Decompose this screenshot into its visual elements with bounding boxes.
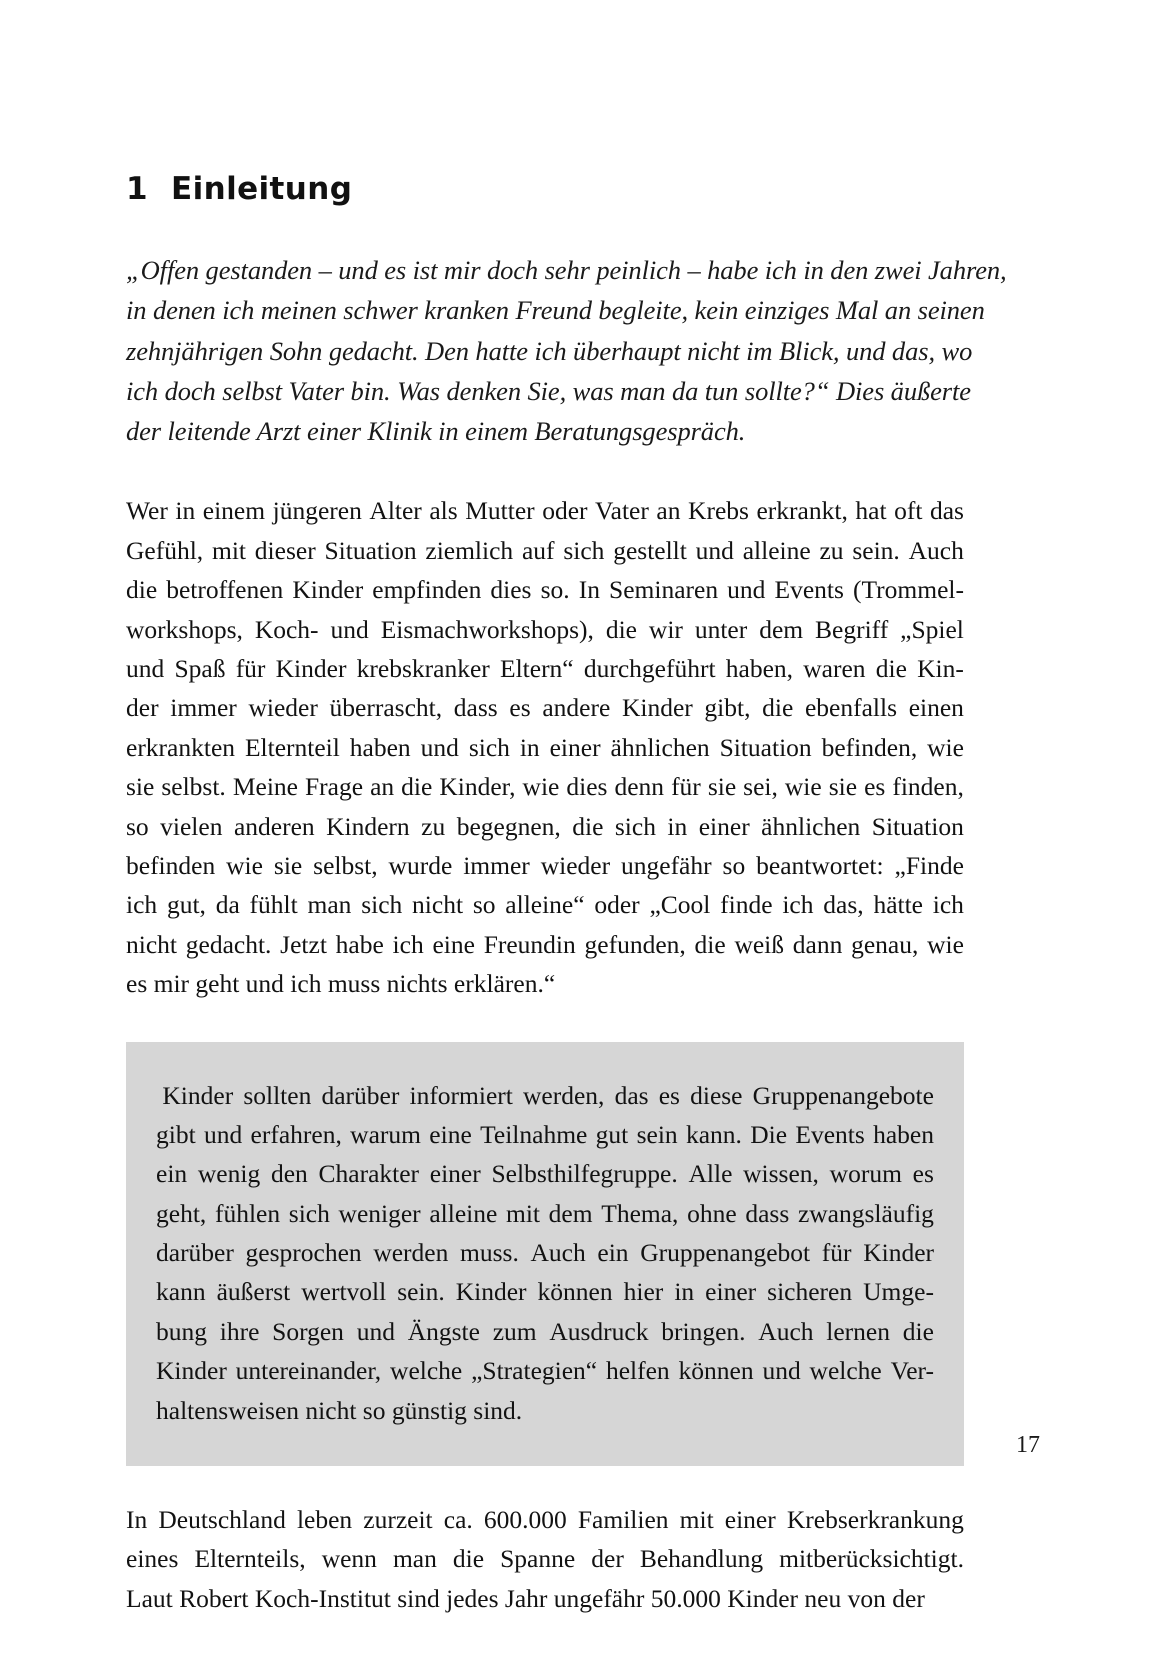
epigraph-line: in denen ich meinen schwer kranken Freund begleite, kein einziges Mal an seinen <box>126 295 985 326</box>
body-line: ich gut, da fühlt man sich nicht so alleine“ oder „Cool finde ich das, hätte ich <box>126 890 964 920</box>
callout-line: geht, fühlen sich weniger alleine mit dem Thema, ohne dass zwangsläufig <box>156 1198 934 1228</box>
body-line: Laut Robert Koch-Institut sind jedes Jahr ungefähr 50.000 Kinder neu von der <box>126 1583 925 1613</box>
body-line: eines Elternteils, wenn man die Spanne der Behandlung mitberücksichtigt. <box>126 1544 964 1574</box>
callout-line: Kinder sollten darüber informiert werden, das es diese Gruppenangebote <box>156 1080 934 1110</box>
chapter-title: Einleitung <box>171 171 353 207</box>
body-line: Wer in einem jüngeren Alter als Mutter oder Vater an Krebs erkrankt, hat oft das <box>126 496 964 526</box>
body-line: so vielen anderen Kindern zu begegnen, die sich in einer ähnlichen Situation <box>126 811 964 841</box>
epigraph-line: der leitende Arzt einer Klinik in einem Beratungsgespräch. <box>126 416 746 447</box>
chapter-number: 1 <box>126 171 148 207</box>
page-content <box>126 171 1007 1618</box>
body-line: die betroffenen Kinder empfinden dies so. In Seminaren und Events (Trommel- <box>126 575 964 605</box>
body-line: Gefühl, mit dieser Situation ziemlich auf sich gestellt und alleine zu sein. Auch <box>126 535 964 565</box>
body-paragraph-1 <box>126 491 964 1003</box>
body-line: es mir geht und ich muss nichts erklären.“ <box>126 969 556 999</box>
body-line: nicht gedacht. Jetzt habe ich eine Freundin gefunden, die weiß dann genau, wie <box>126 929 964 959</box>
epigraph-line: ich doch selbst Vater bin. Was denken Sie, was man da tun sollte?“ Dies äußerte <box>126 375 971 406</box>
callout-line: Kinder untereinander, welche „Strategien“ helfen können und welche Ver- <box>156 1356 934 1386</box>
page-title <box>126 172 964 206</box>
body-line: In Deutschland leben zurzeit ca. 600.000 Familien mit einer Krebserkrankung <box>126 1505 964 1535</box>
page-number: 17 <box>1016 1432 1040 1458</box>
callout-line: ein wenig den Charakter einer Selbsthilfegruppe. Alle wissen, worum es <box>156 1159 934 1189</box>
epigraph-line: zehnjährigen Sohn gedacht. Den hatte ich überhaupt nicht im Blick, und das, wo <box>126 335 973 366</box>
callout-line: kann äußerst wertvoll sein. Kinder können hier in einer sicheren Umge- <box>156 1277 934 1307</box>
body-line: der immer wieder überrascht, dass es andere Kinder gibt, die ebenfalls einen <box>126 693 964 723</box>
body-line: sie selbst. Meine Frage an die Kinder, wie dies denn für sie sei, wie sie es finden, <box>126 772 964 802</box>
callout-line: haltensweisen nicht so günstig sind. <box>156 1395 523 1425</box>
body-line: workshops, Koch- und Eismachworkshops), die wir unter dem Begriff „Spiel <box>126 614 964 644</box>
highlight-callout-box <box>126 1042 964 1467</box>
body-line: und Spaß für Kinder krebskranker Eltern“ durchgeführt haben, waren die Kin- <box>126 653 964 683</box>
body-line: befinden wie sie selbst, wurde immer wieder ungefähr so beantwortet: „Finde <box>126 850 964 880</box>
callout-line: darüber gesprochen werden muss. Auch ein Gruppenangebot für Kinder <box>156 1238 934 1268</box>
callout-line: gibt und erfahren, warum eine Teilnahme gut sein kann. Die Events haben <box>156 1119 934 1149</box>
epigraph-line: „Offen gestanden – und es ist mir doch sehr peinlich – habe ich in den zwei Jahren, <box>126 255 1007 286</box>
epigraph-quote <box>126 250 1007 451</box>
body-paragraph-2 <box>126 1500 964 1618</box>
callout-line: bung ihre Sorgen und Ängste zum Ausdruck bringen. Auch lernen die <box>156 1316 934 1346</box>
body-line: erkrankten Elternteil haben und sich in einer ähnlichen Situation befinden, wie <box>126 732 964 762</box>
